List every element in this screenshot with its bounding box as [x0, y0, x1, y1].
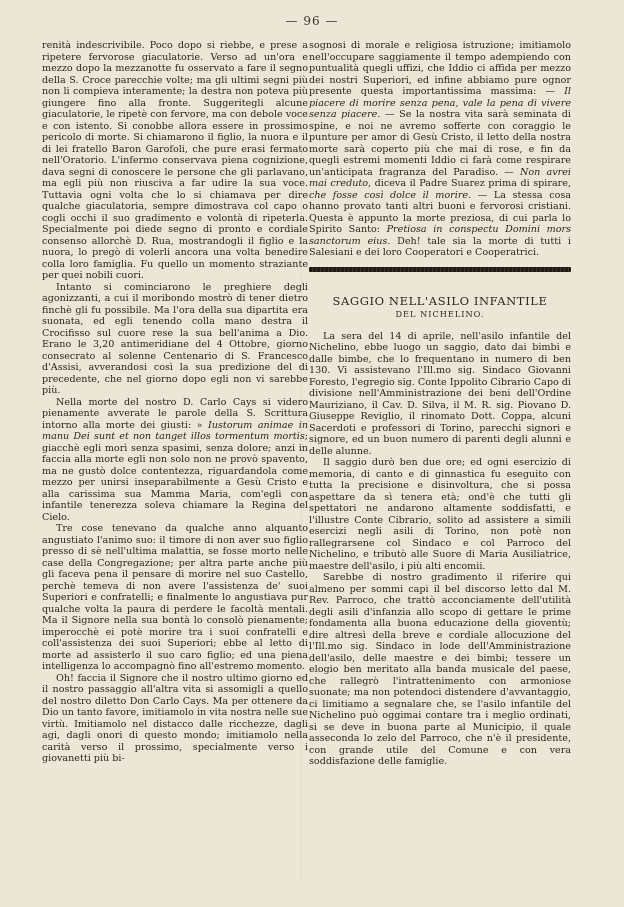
- paragraph: La sera del 14 di aprile, nell'asilo infantile del Nichelino, ebbe luogo un saggio, dato dai bimbi e dalle bimbe, che lo frequentano in numero di ben 130. Vi assistevano l'Ill.mo sig. Sindaco Giovanni Foresto, l'egregio sig. Conte Ippolito Cibrario Capo di divisione nell'Amministrazione dei beni dell'Ordine Mauriziano, il Cav. D. Silva, il M. R. sig. Piovano D. Giuseppe Reviglio, il rinomato Dott. Coppa, alcuni Sacerdoti e professori di Torino, parecchi signori e signore, ed un buon numero di parenti degli alunni e delle alunne.: [309, 330, 571, 457]
- latin-quote: Pretiosa in conspectu Domini mors sanctorum eius.: [309, 224, 571, 247]
- section-title: SAGGIO NELL'ASILO INFANTILE: [332, 293, 548, 308]
- paragraph: Sarebbe di nostro gradimento il riferire qui almeno per sommi capi il bel discorso letto dal M. Rev. Parroco, che trattò acconciamente dell'utilità degli asili d'infanzia allo scopo di gettare le prime fondamenta alla buona educazione della gioventù; dire altresì della breve e cordiale allocuzione del l'Ill.mo sig. Sindaco in lode dell'Amministrazione dell'asilo, delle maestre e dei bimbi; tessere un elogio ben meritato alla banda musicale del paese, che rallegrò l'intrattenimento con armoniose suonate; ma non potendoci distendere d'avvantaggio, ci limitiamo a segnalare che, se l'asilo infantile del Nichelino può oggimai contare tra i meglio ordinati, si se deve in buona parte al Municipio, il quale asseconda lo zelo del Parroco, che n'è il presidente, con grande utile del Comune e con vera soddisfazione delle famiglie.: [309, 572, 571, 767]
- page-number: — 96 —: [285, 14, 339, 28]
- italic-quote: Non avrei mai creduto: [309, 166, 571, 189]
- italic-maxim: Il piacere di morire senza pena, vale la pena di vivere senza piacere.: [309, 86, 571, 120]
- paragraph: Oh! faccia il Signore che il nostro ultimo giorno ed il nostro passaggio all'altra vita si assomigli a quello del nostro diletto Don Carlo Cays. Ma per ottenere da Dio un tanto favore, imitiamolo in vita nostra nelle sue virtù. Imitiamolo nel distacco dalle ricchezze, dagli agi, dagli onori di questo mondo; imitiamolo nella carità verso il prossimo, specialmente verso i giovanetti più bi-: [42, 672, 308, 764]
- right-column: [309, 40, 571, 768]
- paragraph: renità indescrivibile. Poco dopo si riebbe, e prese a ripetere fervorose giaculatorie. Verso ad un'ora e mezzo dopo la mezzanotte fu osservato a fare il segno della S. Croce parecchie volte; ma gli ultimi segni più non li compieva interamente; la destra non poteva più giungere fino alla fronte. Suggeritegli alcune giaculatorie, le ripetè con fervore, ma con debole voce e con istento. Si conobbe allora essere in prossimo pericolo di morte. Si chiamarono il figlio, la nuora e il di lei fratello Baron Garofoli, che pure erasi fermato nell'Oratorio. L'infermo conservava piena cognizione, dava segni di conoscere le persone che gli parlavano, ma egli più non riusciva a far udire la sua voce. Tuttavia ogni volta che lo si chiamava per dire qualche giaculatoria, sempre dimostrava col capo o cogli occhi il suo gradimento e volontà di ripeterla. Specialmente poi diede segno di pronto e cordiale consenso allorchè D. Rua, mostrandogli il figlio e la nuora, lo pregò di volerli ancora una volta benedire colla loro famiglia. Fu quello un momento straziante per quei nobili cuori.: [42, 40, 308, 281]
- left-column: [42, 40, 308, 765]
- paragraph: Il saggio durò ben due ore; ed ogni esercizio di memoria, di canto e di ginnastica fu eseguito con tutta la precisione e disinvoltura, che si possa aspettare da sì tenera età; ond'è che tutti gli spettatori ne andarono altamente soddisfatti, e l'illustre Conte Cibrario, solito ad assistere a simili esercizi negli asili di Torino, non potè non rallegrarsene col Sindaco e col Parroco del Nichelino, e tributò alle Suore di Maria Ausiliatrice, maestre dell'asilo, i più alti encomii.: [309, 457, 571, 572]
- paragraph: Intanto si cominciarono le preghiere degli agonizzanti, a cui il moribondo mostrò di tener dietro finchè gli fu possibile. Ma l'ora della sua dipartita era suonata, ed egli tenendo colla mano destra il Crocifisso sul cuore rese la sua bell'anima a Dio. Erano le 3,20 antimeridiane del 4 Ottobre, giorno consecrato al solenne Centenario di S. Francesco d'Assisi, avverandosi così la sua predizione del di precedente, che nel giorno dopo egli non vi sarebbe più.: [42, 281, 308, 396]
- latin-quote: Iustorum animae in manu Dei sunt et non tanget illos tormentum mortis: [42, 419, 308, 442]
- paragraph: sognosi di morale e religiosa istruzione; imitiamolo nell'occupare saggiamente il tempo adempiendo con puntualità quegli uffizi, che Iddio ci affida per mezzo dei nostri Superiori, ed infine abbiamo pure ognor presente questa importantissima massima: — Il piacere di morire senza pena, vale la pena di vivere senza piacere. — Se la nostra vita sarà seminata di spine, e noi ne avremo sofferte con coraggio le punture per amor di Gesù Cristo, il letto della nostra morte sarà coperto più che mai di rose, e fin da quegli estremi momenti Iddio ci farà come respirare un'anticipata fragranza del Paradiso. — Non avrei mai creduto, diceva il Padre Suarez prima di spirare, che fosse così dolce il morire. — La stessa cosa hanno provato tanti altri buoni e fervorosi cristiani. Questa è appunto la morte preziosa, di cui parla lo Spirito Santo: Pretiosa in conspectu Domini mors sanctorum eius. Deh! tale sia la morte di tutti i Salesiani e dei loro Cooperatori e Cooperatrici.: [309, 40, 571, 258]
- section-divider: [309, 267, 571, 272]
- paragraph: Nella morte del nostro D. Carlo Cays si videro pienamente avverate le parole della S. Scrittura intorno alla morte dei giusti: » Iustorum animae in manu Dei sunt et non tanget illos tormentum mortis; giacchè egli morì senza spasimi, senza dolore; anzi in faccia alla morte egli non solo non ne provò spavento, ma ne gustò dolce contentezza, riguardandola come mezzo per unirsi inseparabilmente a Gesù Cristo e alla carissima sua Mamma Maria, com'egli con infantile tenerezza soleva chiamare la Regina del Cielo.: [42, 396, 308, 523]
- paragraph: Tre cose tenevano da qualche anno alquanto angustiato l'animo suo: il timore di non aver suo figlio presso di sè nell'ultima malattia, se fosse morto nelle case della Congregazione; per altra parte anche più gli faceva pena il pensare di morire nel suo Castello, perchè temeva di non avere l'assistenza de' suoi Superiori e confratelli; e finalmente lo angustiava pur qualche volta la paura di perdere le facoltà mentali. Ma il Signore nella sua bontà lo consolò pienamente; imperocchè ei potè morire tra i suoi confratelli e coll'assistenza dei suoi Superiori; ebbe al letto di morte ad assisterlo il suo caro figlio; ed una piena intelligenza lo accompagnò fino all'estremo momento.: [42, 523, 308, 672]
- italic-quote: che fosse così dolce il morire.: [309, 189, 472, 201]
- section-subtitle: DEL NICHELINO.: [395, 309, 485, 319]
